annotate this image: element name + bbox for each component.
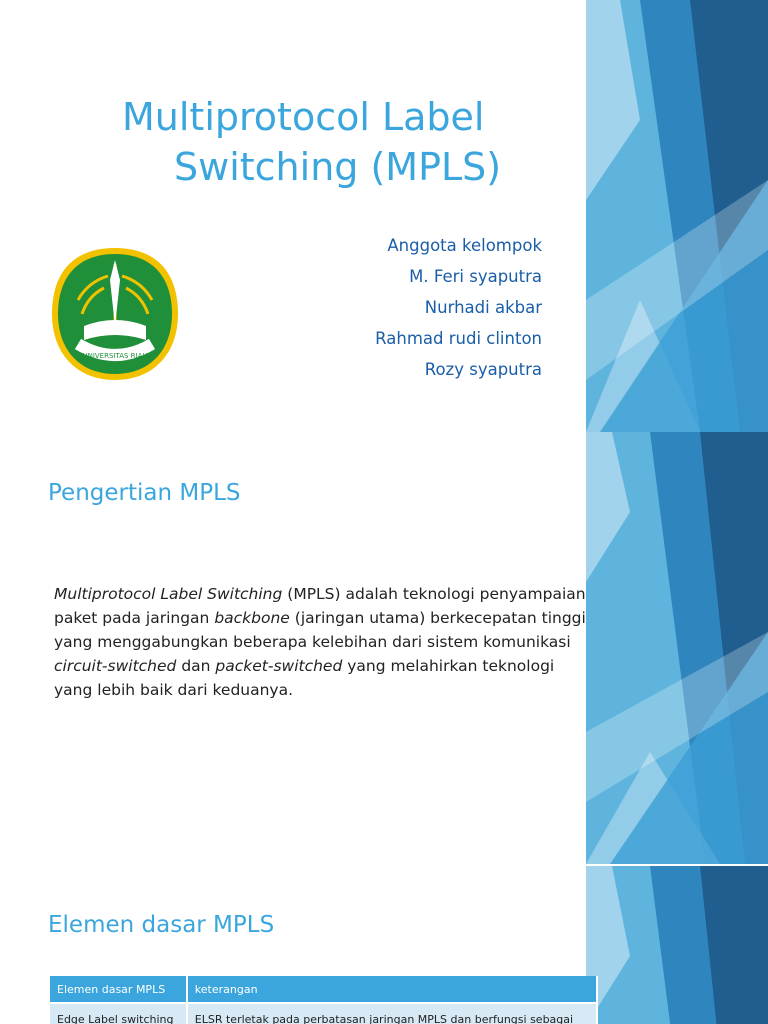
slide-elements — [0, 866, 768, 1024]
title-line-1: Multiprotocol Label — [122, 95, 485, 139]
slide-definition — [0, 432, 768, 864]
term-mpls: Multiprotocol Label Switching — [54, 585, 283, 603]
text-run: (MPLS) adalah teknologi penyampaian paket pada jaringan — [54, 585, 586, 627]
university-logo — [48, 244, 182, 384]
table-row — [50, 1003, 597, 1024]
elements-table — [50, 976, 598, 1024]
term-backbone: backbone — [214, 609, 290, 627]
member-name: Rozy syaputra — [424, 360, 542, 379]
section-heading: Pengertian MPLS — [48, 480, 241, 506]
text-run: dan — [176, 657, 216, 675]
members-list — [375, 230, 542, 385]
slide-title — [0, 0, 768, 432]
title-line-2: Switching (MPLS) — [174, 145, 502, 189]
definition-paragraph — [54, 582, 594, 702]
table-header-row — [50, 976, 597, 1003]
table-header: keterangan — [187, 976, 597, 1003]
text-run: (jaringan utama) berkecepatan tinggi yang menggabungkan beberapa kelebihan dari sistem komunikasi — [54, 609, 586, 651]
member-name: M. Feri syaputra — [409, 267, 542, 286]
member-name: Nurhadi akbar — [424, 298, 542, 317]
logo-text: UNIVERSITAS RIAU — [82, 352, 148, 360]
slide-title-heading — [122, 92, 562, 192]
members-heading: Anggota kelompok — [387, 236, 542, 255]
member-name: Rahmad rudi clinton — [375, 329, 542, 348]
term-packet-switched: packet-switched — [215, 657, 343, 675]
table-cell: Edge Label switching — [50, 1003, 187, 1024]
text-run: yang melahirkan teknologi yang lebih baik dari keduanya. — [54, 657, 555, 699]
table-header: Elemen dasar MPLS — [50, 976, 187, 1003]
table-cell: ELSR terletak pada perbatasan jaringan MPLS dan berfungsi sebagai — [187, 1003, 597, 1024]
term-circuit-switched: circuit-switched — [54, 657, 177, 675]
section-heading: Elemen dasar MPLS — [48, 912, 275, 938]
